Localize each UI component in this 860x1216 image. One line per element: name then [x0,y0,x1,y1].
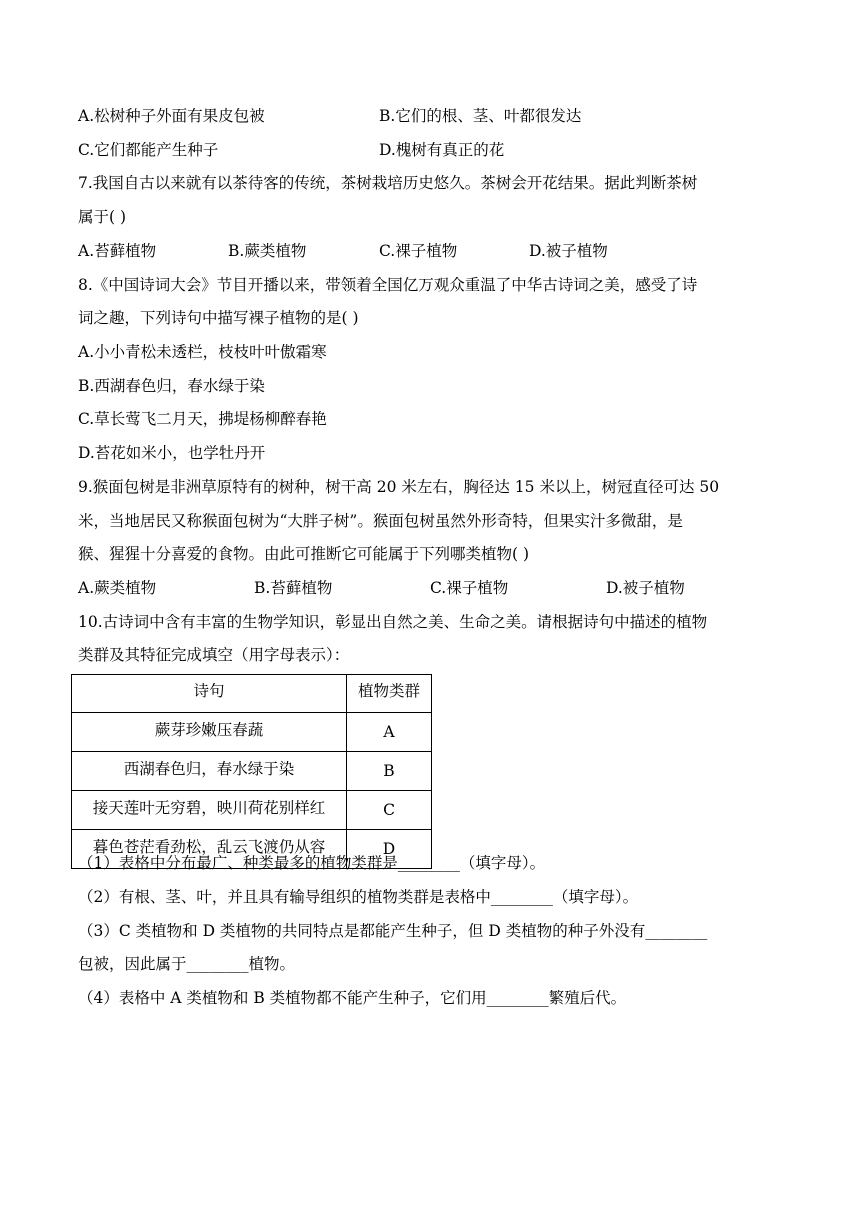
table-cell-poem: 西湖春色归，春水绿于染 [72,752,347,791]
q7-stem-line2: 属于( ) [78,208,127,226]
q10-sub4: （4）表格中 A 类植物和 B 类植物都不能产生种子，它们用________繁殖后代。 [78,989,627,1007]
table-row [72,713,432,752]
q8-option-b: B.西湖春色归，春水绿于染 [78,377,265,395]
q7-option-c: C.裸子植物 [379,242,458,260]
q6-option-d: D.槐树有真正的花 [379,141,505,159]
q10-stem-line2: 类群及其特征完成填空（用字母表示）： [78,646,350,664]
q10-sub3-line1: （3）C 类植物和 D 类植物的共同特点是都能产生种子，但 D 类植物的种子外没有________ [78,922,708,940]
table-header-plant-group: 植物类群 [347,675,432,713]
q10-sub1: （1）表格中分布最广、种类最多的植物类群是________（填字母）。 [78,854,546,872]
table-header-poem: 诗句 [72,675,347,713]
q7-option-b: B.蕨类植物 [228,242,307,260]
table-row [72,791,432,830]
table-cell-group: A [347,713,432,752]
q9-option-b: B.苔藓植物 [254,579,333,597]
q9-option-a: A.蕨类植物 [78,579,157,597]
q6-option-b: B.它们的根、茎、叶都很发达 [379,107,582,125]
table-cell-group: C [347,791,432,830]
table-header-row [72,675,432,713]
q10-stem-line1: 10.古诗词中含有丰富的生物学知识，彰显出自然之美、生命之美。请根据诗句中描述的植物 [78,613,708,631]
table-cell-poem: 蕨芽珍嫩压春蔬 [72,713,347,752]
table-cell-poem: 接天莲叶无穷碧，映川荷花别样红 [72,791,347,830]
q9-stem-line1: 9.猴面包树是非洲草原特有的树种，树干高 20 米左右，胸径达 15 米以上，树冠直径可达 50 [78,478,720,496]
q7-option-d: D.被子植物 [529,242,608,260]
table-cell-group: D [347,830,432,869]
q8-option-d: D.苔花如米小，也学牡丹开 [78,444,266,462]
poem-plant-table [71,674,432,869]
q10-sub2: （2）有根、茎、叶，并且具有输导组织的植物类群是表格中________（填字母）。 [78,888,639,906]
table-row [72,752,432,791]
q7-stem-line1: 7.我国自古以来就有以茶待客的传统，茶树栽培历史悠久。茶树会开花结果。据此判断茶树 [78,174,698,192]
q8-option-c: C.草长莺飞二月天，拂堤杨柳醉春艳 [78,410,327,428]
q9-stem-line3: 猴、猩猩十分喜爱的食物。由此可推断它可能属于下列哪类植物( ) [78,545,530,563]
q8-stem-line2: 词之趣，下列诗句中描写裸子植物的是( ) [78,309,359,327]
q10-sub3-line2: 包被，因此属于________植物。 [78,955,296,973]
q7-option-a: A.苔藓植物 [78,242,157,260]
q6-option-a: A.松树种子外面有果皮包被 [78,107,265,125]
table-cell-poem: 暮色苍茫看劲松，乱云飞渡仍从容 [72,830,347,869]
q9-option-c: C.裸子植物 [430,579,509,597]
q6-option-c: C.它们都能产生种子 [78,141,219,159]
q8-stem-line1: 8.《中国诗词大会》节目开播以来，带领着全国亿万观众重温了中华古诗词之美，感受了诗 [78,276,698,294]
q9-option-d: D.被子植物 [606,579,685,597]
table-cell-group: B [347,752,432,791]
q8-option-a: A.小小青松未透栏，枝枝叶叶傲霜寒 [78,343,327,361]
q9-stem-line2: 米，当地居民又称猴面包树为“大胖子树”。猴面包树虽然外形奇特，但果实汁多微甜，是 [78,512,683,530]
